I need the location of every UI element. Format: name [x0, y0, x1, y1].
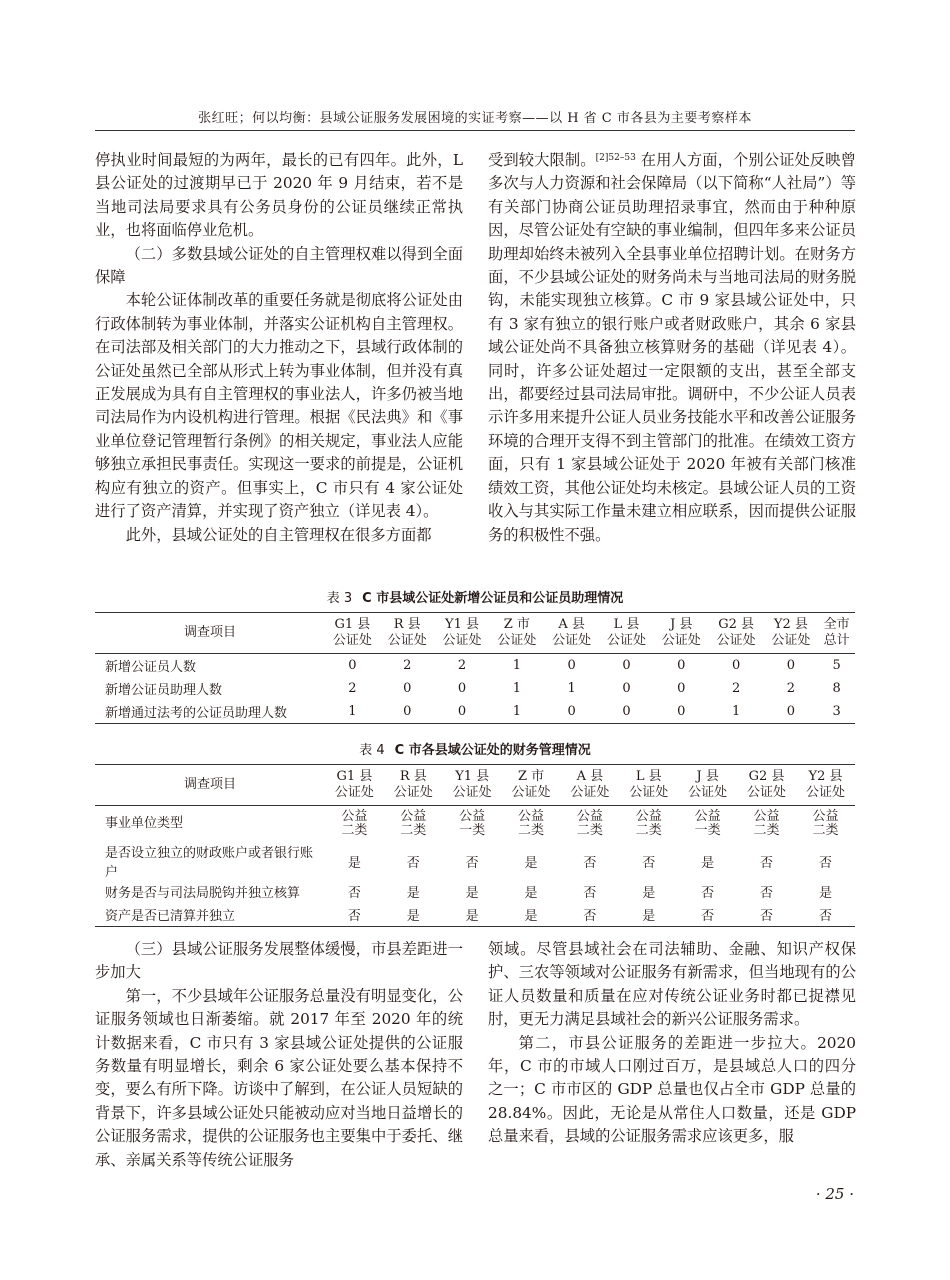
table4-column-header: [502, 765, 561, 806]
table4-category-cell: [561, 806, 620, 843]
table3-cell: 0: [348, 658, 357, 673]
table3-cell: 2: [786, 681, 796, 696]
table4-label: 表 4: [359, 743, 385, 758]
table3-header-row: [95, 613, 855, 654]
table4-category-line2: 一类: [694, 823, 721, 838]
table3-column-header-line2: 总计: [823, 633, 850, 648]
table3-column-header: [544, 613, 599, 654]
table3-column-header: [325, 613, 380, 654]
table4-category-line1: 公益: [459, 809, 486, 824]
table4-column-header-line1: G1 县: [336, 769, 373, 784]
table4-column-header-line2: 公证处: [452, 785, 492, 800]
table4-caption: [95, 739, 855, 758]
table3-column-header-line2: 公证处: [497, 633, 537, 648]
table4-category-line1: 公益: [400, 809, 427, 824]
table4-column-header-line2: 公证处: [747, 785, 787, 800]
left-paragraph-2: 本轮公证体制改革的重要任务就是彻底将公证处由行政体制转为事业体制，并落实公证机构自主管理权。在司法部及相关部门的大力推动之下，县域行政体制的公证处虽然已全部从形式上转为事业体制，但并没有真正发展成为具有自主管理权的事业法人，许多仍被当地司法局作为内设机构进行管理。根据《民法典》和《事业单位登记管理暂行条例》的相关规定，事业法人应能够独立承担民事责任。实现这一要求的前提是，公证机构应有独立的资产。但事实上，C 市只有 4 家公证处进行了资产清算，并实现了资产独立（详见表 4）。: [95, 291, 463, 521]
table4-category-line2: 二类: [576, 823, 603, 838]
table4-cell: 是: [406, 909, 420, 924]
table4-category-row: [95, 806, 855, 843]
table4-category-cell: [443, 806, 502, 843]
table4-column-header-line1: L 县: [635, 769, 662, 784]
table4-column-header-line1: Z 市: [517, 769, 545, 784]
table3-cell: 0: [403, 681, 412, 696]
table4-row-item: 事业单位类型: [105, 816, 184, 831]
table4-row: [95, 903, 855, 927]
table4-cell: 否: [760, 886, 774, 901]
table3-cell: 1: [512, 681, 521, 696]
table4-column-header-line1: Y2 县: [808, 769, 843, 784]
table3-column-header-line1: Y1 县: [445, 617, 480, 632]
table4-column-header-line2: 公证处: [511, 785, 551, 800]
table4-category-cell: [325, 806, 384, 843]
lower-right-paragraph-1: 领域。尽管县域社会在司法辅助、金融、知识产权保护、三农等领域对公证服务有新需求，但当地现有的公证人员数量和质量在应对传统公证业务时都已捉襟见肘，更无力满足县域社会的新兴公证服务需求。: [488, 940, 856, 1029]
table3-cell: 0: [403, 704, 412, 719]
table4-cell: 否: [642, 855, 656, 871]
table4-column-header: [325, 765, 384, 806]
table3-row: [95, 677, 855, 700]
table3: [95, 612, 855, 724]
table3-row: [95, 654, 855, 678]
table3-column-header: [654, 613, 709, 654]
table4-column-header-line2: 公证处: [570, 785, 610, 800]
table3-column-header: [599, 613, 654, 654]
table4-column-header: [796, 765, 855, 806]
table3-cell: 2: [731, 681, 741, 696]
table4-cell: 否: [583, 909, 597, 924]
table3-cell: 0: [677, 704, 686, 719]
lower-right-paragraph-2: 第二，市县公证服务的差距进一步拉大。2020 年，C 市的市域人口刚过百万，是县域总人口的四分之一；C 市市区的 GDP 总量也仅占全市 GDP 总量的 28.84%。因此，无论是从常住人口数量，还是 GDP 总量来看，县域的公证服务需求应该更多，服: [488, 1033, 856, 1146]
table3-cell: 2: [348, 681, 357, 696]
table3-column-header-line2: 公证处: [552, 633, 592, 648]
table4-header-item: 调查项目: [183, 777, 236, 792]
citation-ref: [2]52–53: [595, 153, 636, 163]
table4-category-line2: 二类: [812, 823, 839, 838]
table4-category-cell: [796, 806, 855, 843]
table3-column-header-line2: 公证处: [716, 633, 756, 648]
table3-column-header-line2: 公证处: [661, 633, 701, 648]
table3-row-item: 新增通过法考的公证员助理人数: [105, 706, 288, 721]
right-paragraph-1: [488, 149, 856, 547]
table3-cell: 5: [832, 658, 841, 673]
table4-category-line1: 公益: [694, 809, 721, 824]
table4-column-header: [619, 765, 678, 806]
table3-cell: 0: [677, 658, 686, 673]
table4-column-header-line1: G2 县: [748, 769, 785, 784]
table4-column-header-line1: J 县: [696, 769, 719, 784]
table3-cell: 0: [731, 658, 741, 673]
table4-cell: 否: [347, 886, 361, 901]
table4-category-line2: 二类: [341, 823, 368, 838]
table3-column-header-line2: 公证处: [387, 633, 427, 648]
table4-category-line1: 公益: [753, 809, 780, 824]
table3-cell: 2: [403, 658, 412, 673]
lower-left-paragraph-1: 第一，不少县域年公证服务总量没有明显变化，公证服务领域也日渐萎缩。就 2017 年至 2020 年的统计数据来看，C 市只有 3 家县域公证处提供的公证服务数量有明显增长，剩余 6 家公证处要么基本保持不变，要么有所下降。访谈中了解到，在公证人员短缺的背景下，许多县域公证处只能被动应对当地日益增长的公证服务需求，提供的公证服务也主要集中于委托、继承、亲属关系等传统公证服务: [95, 986, 463, 1169]
table3-column-header-line1: L 县: [613, 617, 640, 632]
table3-column-header-line1: Y2 县: [773, 617, 808, 632]
table3-cell: 1: [348, 704, 357, 719]
table3-column-header: [764, 613, 819, 654]
table4-category-line2: 二类: [518, 823, 545, 838]
table3-cell: 3: [832, 704, 841, 719]
table4-cell: 是: [406, 886, 420, 901]
table3-cell: 0: [457, 681, 467, 696]
table4-cell: 否: [701, 886, 715, 901]
table4-cell: 是: [642, 909, 656, 924]
table3-column-header-line1: A 县: [558, 617, 585, 632]
table4-category-line2: 二类: [753, 823, 780, 838]
left-column: [95, 149, 463, 547]
lower-left-column: [95, 938, 463, 1172]
table4-cell: 否: [701, 909, 715, 924]
table4-title: C 市各县域公证处的财务管理情况: [394, 743, 591, 758]
table4-column-header-line1: A 县: [576, 769, 604, 784]
table3-label: 表 3: [326, 591, 353, 606]
table4-cell: 否: [818, 909, 832, 924]
table3-cell: 1: [731, 704, 741, 719]
table3-column-header-line1: G2 县: [718, 617, 754, 632]
right-paragraph-1-rest: 在用人方面，个别公证处反映曾多次与人力资源和社会保障局（以下简称“人社局”）等有关部门协商公证员助理招录事宜，然而由于种种原因，尽管公证处有空缺的事业编制，但四年多来公证员助理却始终未被列入全县事业单位招聘计划。在财务方面，不少县域公证处的财务尚未与当地司法局的财务脱钩，未能实现独立核算。C 市 9 家县域公证处中，只有 3 家有独立的银行账户或者财政账户，其余 6 家县域公证处尚不具备独立核算财务的基础（详见表 4）。同时，许多公证处超过一定限额的支出，甚至全部支出，都要经过县司法局审批。调研中，不少公证人员表示许多用来提升公证人员业务技能水平和改善公证服务环境的合理开支得不到主管部门的批准。在绩效工资方面，只有 1 家县域公证处于 2020 年被有关部门核准绩效工资，其他公证处均未核定。县域公证人员的工资收入与其实际工作量未建立相应联系，因而提供公证服务的积极性不强。: [488, 151, 856, 544]
table3-cell: 0: [622, 658, 631, 673]
page-number: · 25 ·: [815, 1185, 854, 1203]
table4-row-item: 是否设立独立的财政账户或者银行账户: [105, 846, 314, 880]
table4-cell: 是: [524, 855, 538, 871]
table4-cell: 否: [818, 855, 832, 871]
table4-cell: 是: [701, 855, 715, 871]
table4-column-header-line1: Y1 县: [455, 769, 490, 784]
table3-cell: 0: [567, 658, 576, 673]
table3-cell: 1: [512, 704, 521, 719]
table3-row-item: 新增公证员人数: [105, 660, 197, 675]
table3-cell: 2: [457, 658, 467, 673]
table4-column-header-line2: 公证处: [688, 785, 728, 800]
table3-column-header-line1: R 县: [393, 617, 421, 632]
table4-header-row: [95, 765, 855, 806]
table4-category-cell: [737, 806, 796, 843]
table4-cell: 否: [760, 855, 774, 871]
table3-cell: 0: [622, 681, 631, 696]
table3-column-header-line1: 全市: [823, 617, 850, 632]
table4-cell: 否: [583, 886, 597, 901]
table3-cell: 1: [512, 658, 521, 673]
table4-cell: 是: [642, 886, 656, 901]
table3-row-item: 新增公证员助理人数: [105, 683, 223, 698]
table3-column-header: [380, 613, 435, 654]
header-rule: [95, 130, 855, 131]
right-paragraph-1-start: 受到较大限制。: [488, 151, 596, 169]
table4-category-line1: 公益: [576, 809, 603, 824]
table4-cell: 否: [406, 855, 420, 871]
table4-cell: 否: [760, 909, 774, 924]
table3-title: C 市县域公证处新增公证员和公证员助理情况: [362, 591, 624, 606]
table3-caption: [95, 587, 855, 606]
table4-column-header-line2: 公证处: [629, 785, 669, 800]
table4-row-item: 财务是否与司法局脱钩并独立核算: [105, 886, 301, 901]
table4: [95, 764, 855, 927]
table4-column-header: [384, 765, 443, 806]
left-paragraph-3: 此外，县域公证处的自主管理权在很多方面都: [125, 525, 432, 544]
table4-cell: 是: [347, 855, 361, 871]
table4-cell: 否: [583, 855, 597, 871]
table4-row: [95, 880, 855, 903]
table4-column-header-line2: 公证处: [334, 785, 374, 800]
table4-column-header: [737, 765, 796, 806]
table4-column-header-line2: 公证处: [805, 785, 845, 800]
table4-category-line2: 一类: [459, 823, 486, 838]
table4-cell: 否: [347, 909, 361, 924]
table3-row: [95, 700, 855, 724]
table4-category-cell: [619, 806, 678, 843]
table3-cell: 0: [622, 704, 631, 719]
table4-column-header-line2: 公证处: [393, 785, 433, 800]
table3-cell: 0: [786, 658, 796, 673]
table4-cell: 是: [465, 886, 479, 901]
table3-column-header-line2: 公证处: [771, 633, 811, 648]
table4-row: [95, 842, 855, 880]
table4-category-line1: 公益: [518, 809, 545, 824]
table3-column-header: [709, 613, 764, 654]
right-column: [488, 149, 856, 547]
table4-category-line1: 公益: [341, 809, 368, 824]
table4-row-item: 资产是否已清算并独立: [105, 909, 236, 924]
table4-cell: 是: [818, 886, 832, 901]
table3-cell: 1: [567, 681, 576, 696]
table4-cell: 是: [524, 886, 538, 901]
table4-category-line2: 二类: [635, 823, 662, 838]
table3-column-header-line2: 公证处: [442, 633, 482, 648]
table3-cell: 0: [677, 681, 686, 696]
table4-cell: 是: [524, 909, 538, 924]
table4-column-header: [678, 765, 737, 806]
running-head: 张红旺；何以均衡：县域公证服务发展困境的实证考察——以 H 省 C 市各县为主要考察样本: [198, 111, 752, 126]
table4-category-cell: [502, 806, 561, 843]
table3-column-header-line1: G1 县: [334, 617, 371, 632]
table4-category-line2: 二类: [400, 823, 427, 838]
table4-column-header: [561, 765, 620, 806]
table3-column-header-line2: 公证处: [606, 633, 646, 648]
table3-column-header: [435, 613, 490, 654]
table3-column-header: [489, 613, 544, 654]
table3-column-header-line1: Z 市: [503, 617, 530, 632]
table4-column-header: [443, 765, 502, 806]
section-heading-3: （三）县域公证服务发展整体缓慢，市县差距进一步加大: [95, 940, 463, 982]
left-paragraph-1: 停执业时间最短的为两年，最长的已有四年。此外，L 县公证处的过渡期早已于 2020 年 9 月结束，若不是当地司法局要求具有公务员身份的公证员继续正常执业，也将面临停业危机。: [95, 151, 463, 240]
table3-cell: 0: [567, 704, 576, 719]
table3-column-header-line1: J 县: [670, 617, 693, 632]
table3-header-item: 调查项目: [183, 625, 236, 640]
table3-column-header: [818, 613, 855, 654]
table4-category-line1: 公益: [635, 809, 662, 824]
table4-cell: 是: [465, 909, 479, 924]
table3-column-header-line2: 公证处: [332, 633, 372, 648]
table4-category-line1: 公益: [812, 809, 839, 824]
table3-cell: 0: [786, 704, 796, 719]
table4-category-cell: [384, 806, 443, 843]
table4-category-cell: [678, 806, 737, 843]
table3-cell: 8: [832, 681, 841, 696]
lower-right-column: [488, 938, 856, 1149]
table4-column-header-line1: R 县: [399, 769, 427, 784]
table4-cell: 否: [465, 855, 479, 871]
section-heading-2: （二）多数县域公证处的自主管理权难以得到全面保障: [95, 244, 463, 287]
table3-cell: 0: [457, 704, 467, 719]
